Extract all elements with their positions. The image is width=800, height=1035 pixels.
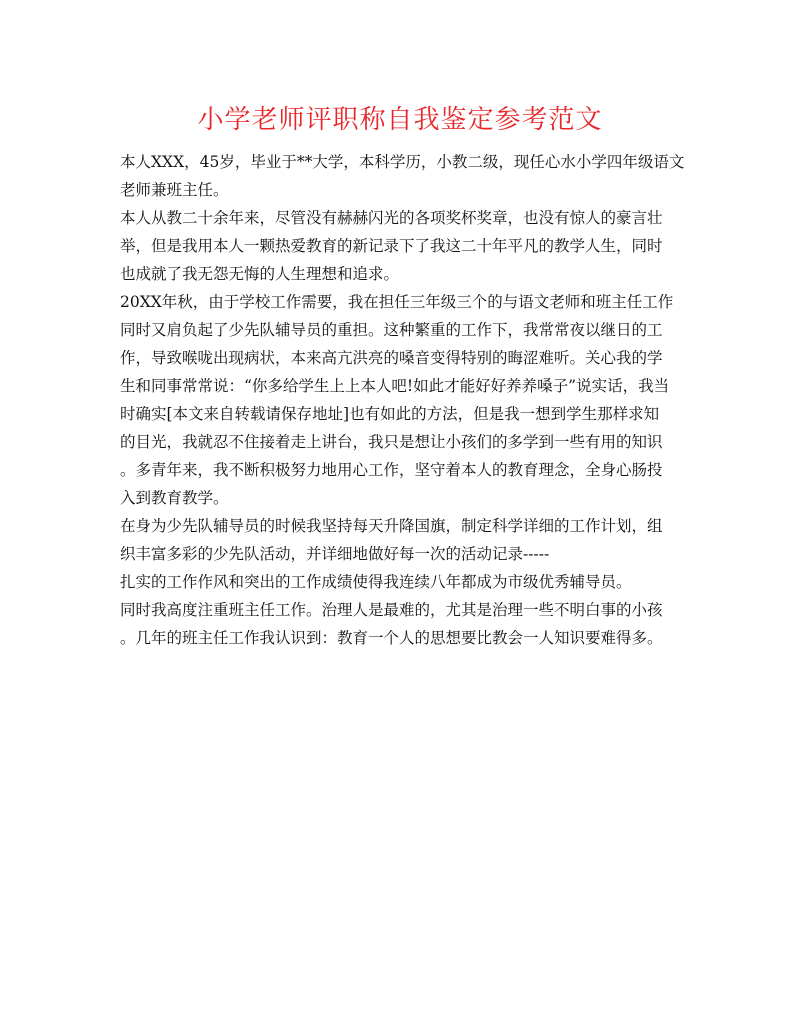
text-line: 扎实的工作作风和突出的工作成绩使得我连续八年都成为市级优秀辅导员。 bbox=[120, 573, 632, 591]
document-title: 小学老师评职称自我鉴定参考范文 bbox=[197, 105, 603, 135]
text-line: 作，导致喉咙出现病状，本来高亢洪亮的嗓音变得特别的晦涩难听。关心我的学 bbox=[120, 349, 663, 367]
text-line: 也成就了我无怨无悔的人生理想和追求。 bbox=[120, 265, 400, 283]
text-line: 在身为少先队辅导员的时候我坚持每天升降国旗，制定科学详细的工作计划，组 bbox=[120, 517, 663, 535]
text-line: 织丰富多彩的少先队活动，并详细地做好每一次的活动记录----- bbox=[120, 545, 550, 563]
text-line: 。多青年来，我不断积极努力地用心工作，坚守着本人的教育理念，全身心肠投 bbox=[120, 461, 663, 479]
text-line: 老师兼班主任。 bbox=[120, 181, 229, 199]
text-line: 举，但是我用本人一颗热爱教育的新记录下了我这二十年平凡的教学人生，同时 bbox=[120, 237, 663, 255]
text-line: 20XX年秋，由于学校工作需要，我在担任三年级三个的与语文老师和班主任工作 bbox=[120, 293, 674, 311]
document-body bbox=[120, 148, 685, 652]
text-line: 入到教育教学。 bbox=[120, 489, 229, 507]
text-line: 同时又肩负起了少先队辅导员的重担。这种繁重的工作下，我常常夜以继日的工 bbox=[120, 321, 663, 339]
text-line: 时确实[本文来自转载请保存地址]也有如此的方法，但是我一想到学生那样求知 bbox=[120, 405, 660, 423]
text-line: 本人XXX，45岁，毕业于**大学，本科学历，小教二级，现任心水小学四年级语文 bbox=[120, 153, 685, 171]
text-line: 生和同事常常说：“你多给学生上上本人吧!如此才能好好养养嗓子”说实话，我当 bbox=[120, 377, 670, 395]
text-line: 本人从教二十余年来，尽管没有赫赫闪光的各项奖杯奖章，也没有惊人的豪言壮 bbox=[120, 209, 663, 227]
text-line: 同时我高度注重班主任工作。治理人是最难的，尤其是治理一些不明白事的小孩 bbox=[120, 601, 663, 619]
text-line: 。几年的班主任工作我认识到：教育一个人的思想要比教会一人知识要难得多。 bbox=[120, 629, 663, 647]
text-line: 的目光，我就忍不住接着走上讲台，我只是想让小孩们的多学到一些有用的知识 bbox=[120, 433, 663, 451]
